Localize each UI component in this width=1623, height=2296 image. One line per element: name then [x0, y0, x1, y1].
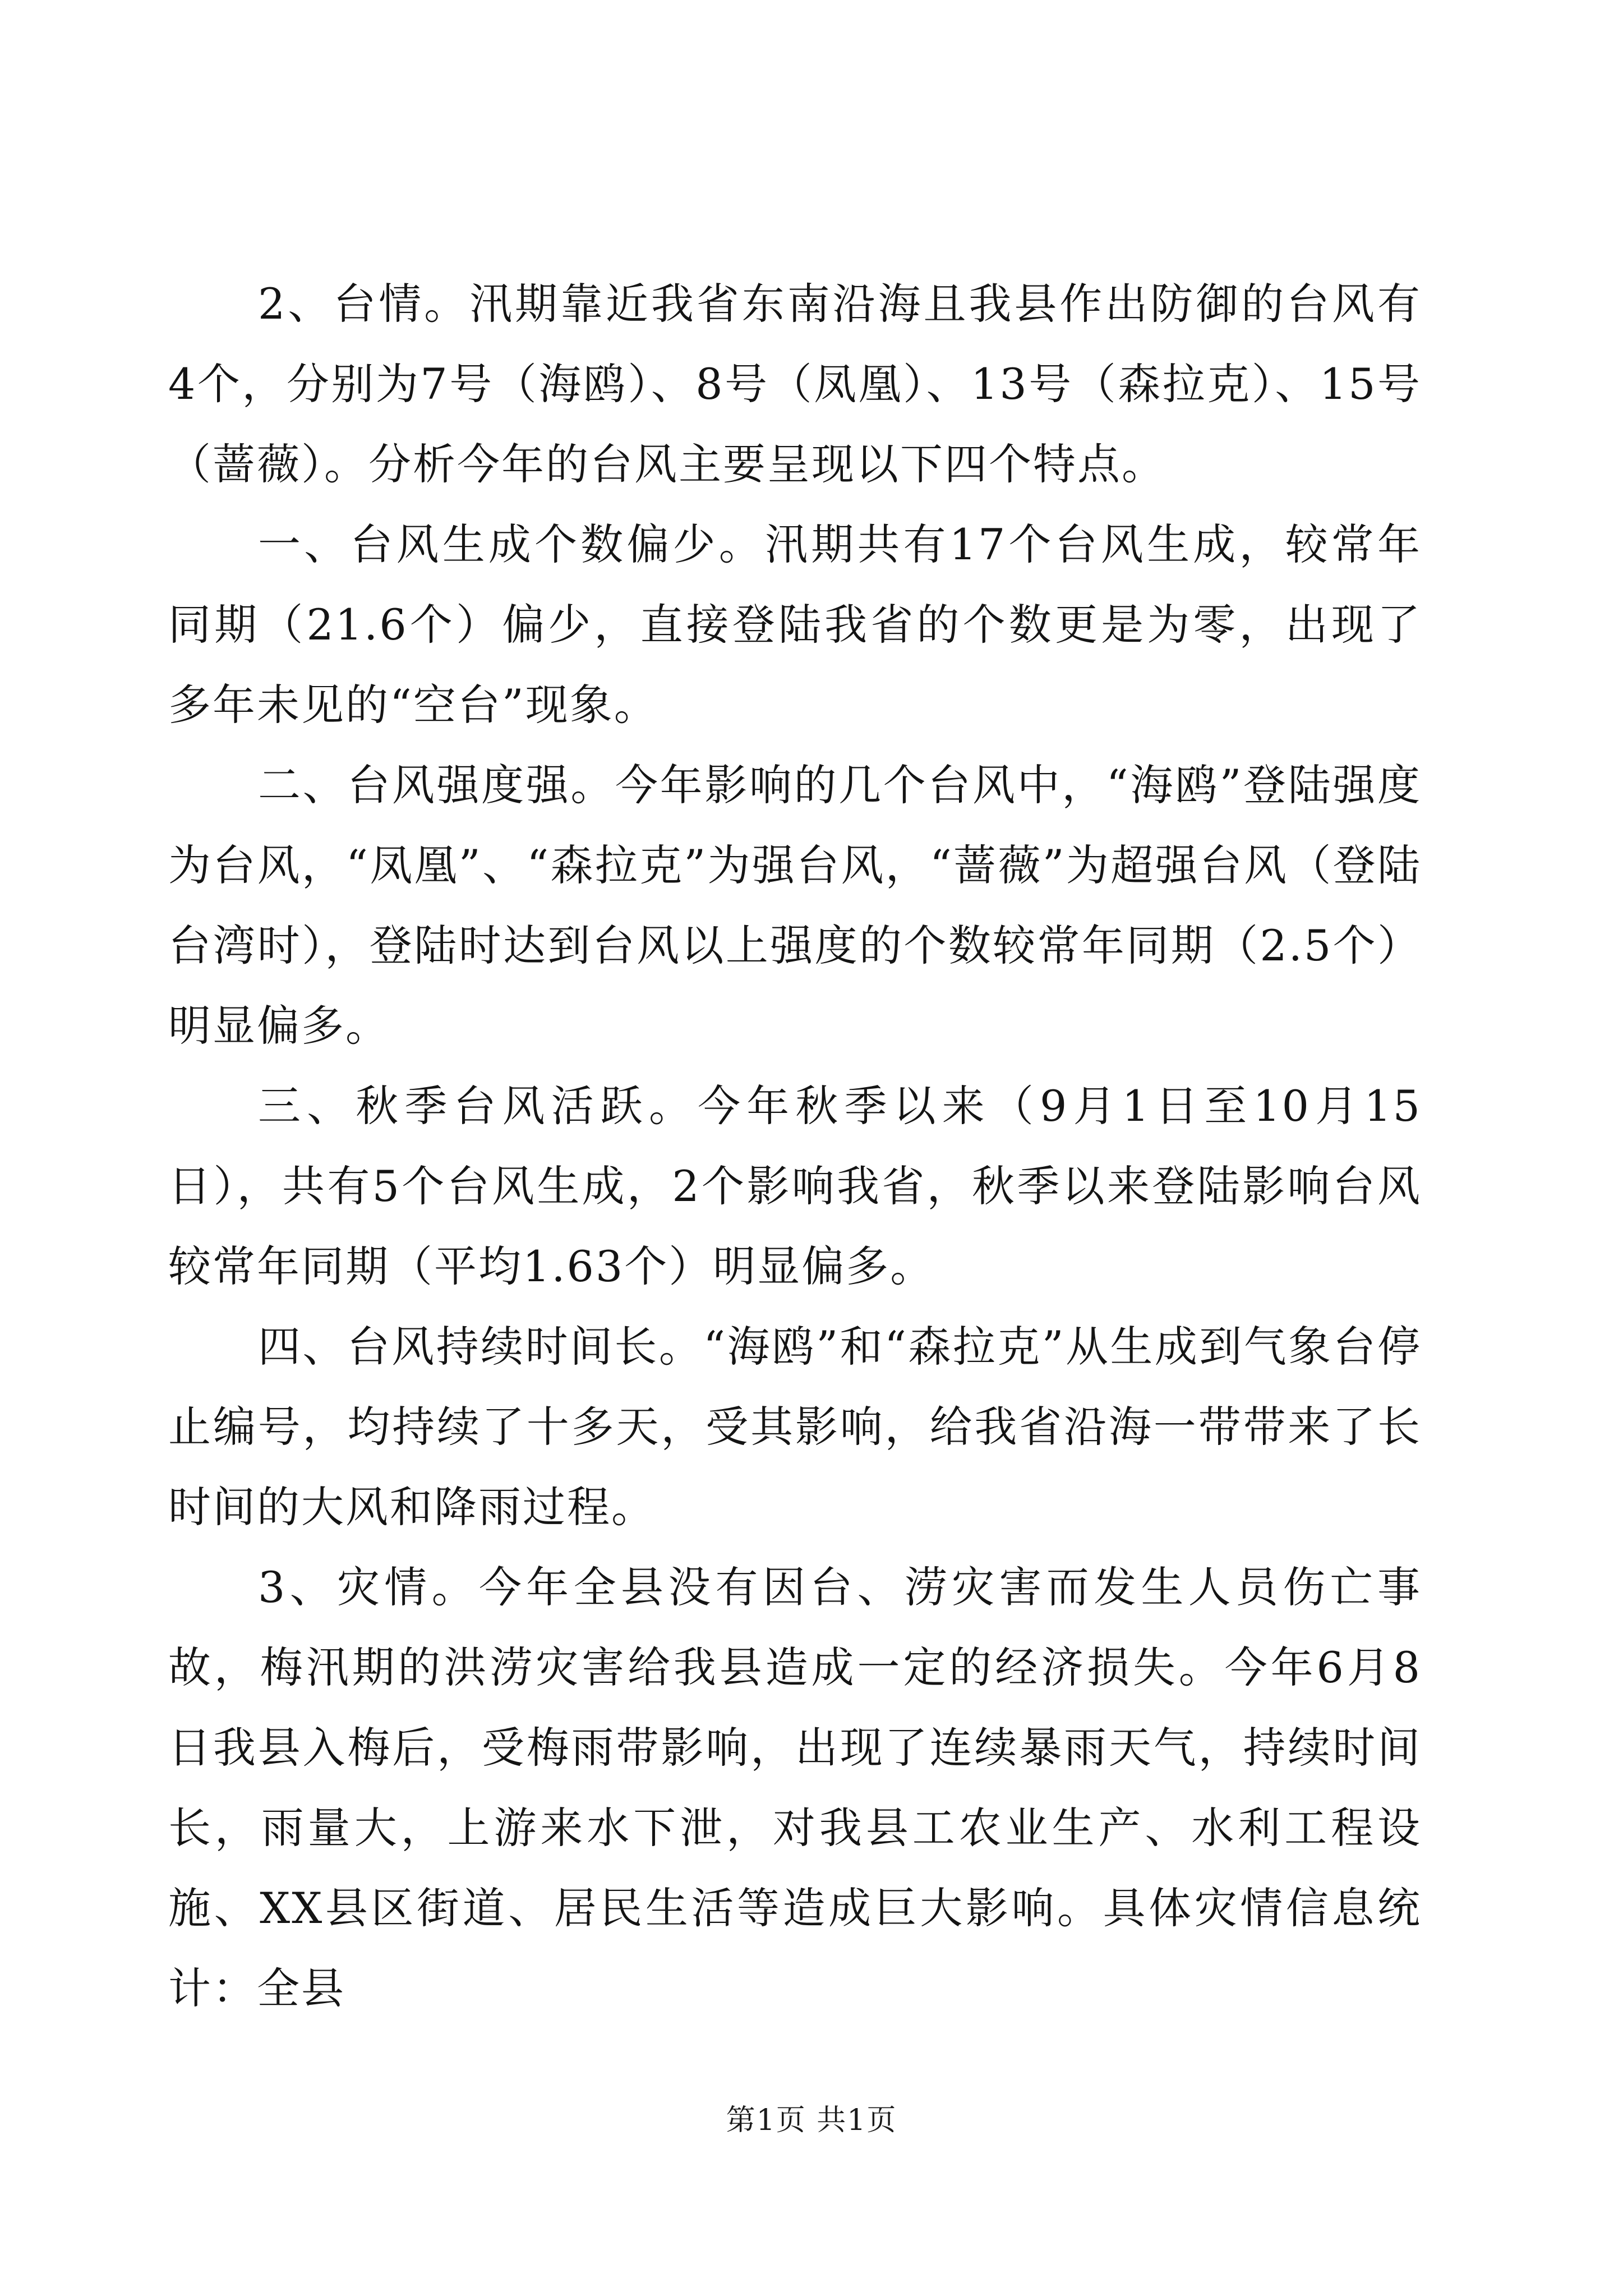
paragraph-typhoon-count: 一、台风生成个数偏少。汛期共有17个台风生成，较常年同期（21.6个）偏少，直接登陆我省的个数更是为零，出现了多年未见的“空台”现象。	[168, 519, 1422, 730]
document-body	[168, 264, 1422, 2028]
paragraph-autumn-typhoons: 三、秋季台风活跃。今年秋季以来（9月1日至10月15日），共有5个台风生成，2个影响我省，秋季以来登陆影响台风较常年同期（平均1.63个）明显偏多。	[168, 1081, 1422, 1291]
paragraph-typhoon-duration: 四、台风持续时间长。“海鸥”和“森拉克”从生成到气象台停止编号，均持续了十多天，受其影响，给我省沿海一带带来了长时间的大风和降雨过程。	[168, 1322, 1422, 1532]
paragraph-typhoon-intensity: 二、台风强度强。今年影响的几个台风中，“海鸥”登陆强度为台风，“凤凰”、“森拉克”为强台风，“蔷薇”为超强台风（登陆台湾时），登陆时达到台风以上强度的个数较常年同期（2.5个）明显偏多。	[168, 760, 1422, 1051]
paragraph-disaster-situation: 3、灾情。今年全县没有因台、涝灾害而发生人员伤亡事故，梅汛期的洪涝灾害给我县造成一定的经济损失。今年6月8日我县入梅后，受梅雨带影响，出现了连续暴雨天气，持续时间长，雨量大，上游来水下泄，对我县工农业生产、水利工程设施、XX县区街道、居民生活等造成巨大影响。具体灾情信息统计：全县	[168, 1562, 1422, 2013]
page-footer: 第1页 共1页	[726, 2104, 897, 2137]
paragraph-typhoon-overview: 2、台情。汛期靠近我省东南沿海且我县作出防御的台风有4个，分别为7号（海鸥）、8号（凤凰）、13号（森拉克）、15号（蔷薇）。分析今年的台风主要呈现以下四个特点。	[168, 279, 1422, 489]
